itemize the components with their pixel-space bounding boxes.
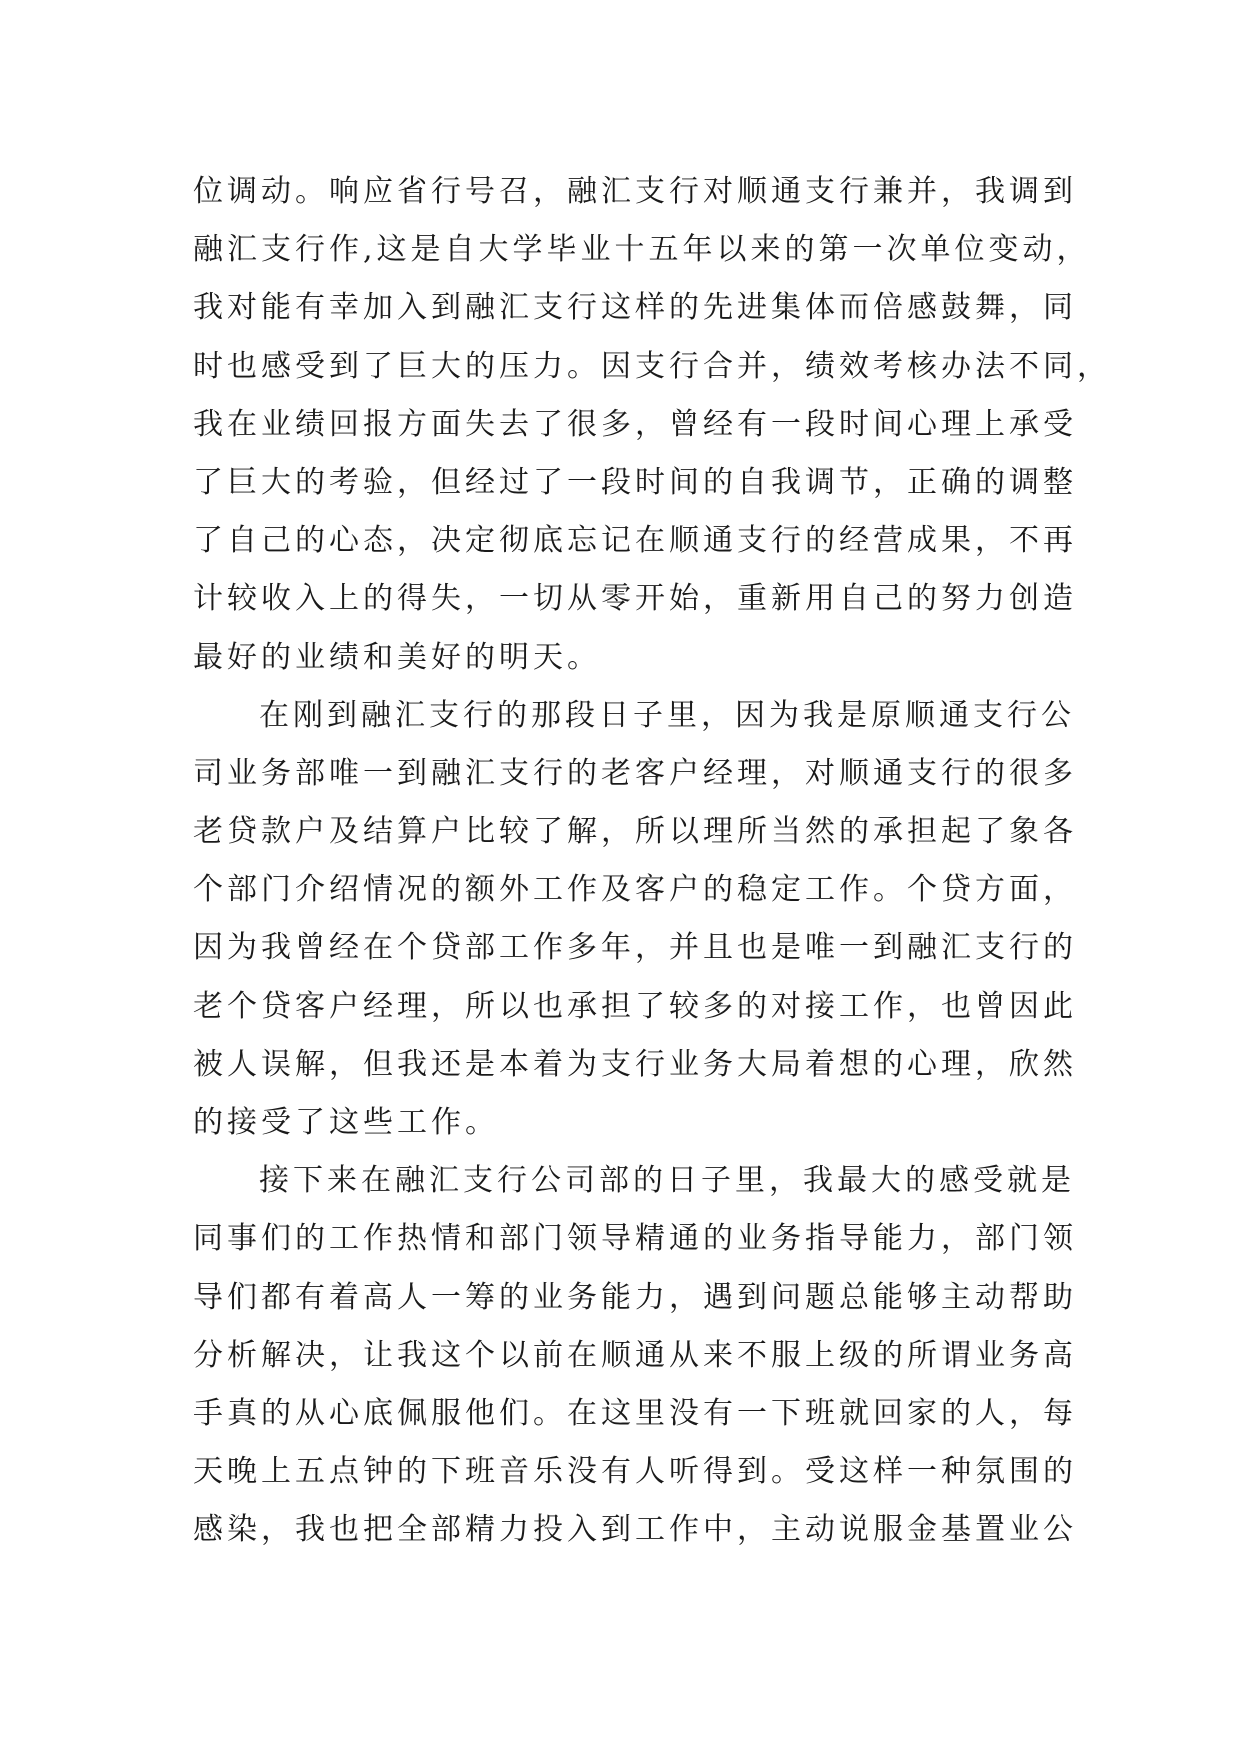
text-line: 的接受了这些工作。	[193, 1105, 499, 1140]
text-line: 感染，我也把全部精力投入到工作中，主动说服金基置业公	[193, 1512, 1077, 1548]
text-line: 我对能有幸加入到融汇支行这样的先进集体而倍感鼓舞，同	[193, 290, 1077, 326]
text-line: 司业务部唯一到融汇支行的老客户经理，对顺通支行的很多	[193, 755, 1077, 791]
text-line: 时也感受到了巨大的压力。因支行合并，绩效考核办法不同，	[193, 348, 1111, 384]
text-line: 了巨大的考验，但经过了一段时间的自我调节，正确的调整	[193, 464, 1077, 500]
text-line: 老贷款户及结算户比较了解，所以理所当然的承担起了象各	[193, 814, 1077, 850]
text-line: 老个贷客户经理，所以也承担了较多的对接工作，也曾因此	[193, 988, 1077, 1024]
text-line: 我在业绩回报方面失去了很多，曾经有一段时间心理上承受	[193, 406, 1077, 442]
text-line: 位调动。响应省行号召，融汇支行对顺通支行兼并，我调到	[193, 174, 1077, 209]
text-line: 导们都有着高人一筹的业务能力，遇到问题总能够主动帮助	[193, 1279, 1077, 1315]
text-line: 分析解决，让我这个以前在顺通从来不服上级的所谓业务高	[193, 1337, 1077, 1373]
paragraph-start-line: 接下来在融汇支行公司部的日子里，我最大的感受就是	[259, 1163, 1075, 1199]
document-body	[193, 163, 1111, 1560]
text-line: 手真的从心底佩服他们。在这里没有一下班就回家的人，每	[193, 1395, 1077, 1431]
text-line: 被人误解，但我还是本着为支行业务大局着想的心理，欣然	[193, 1046, 1077, 1082]
text-line: 融汇支行作,这是自大学毕业十五年以来的第一次单位变动，	[193, 232, 1091, 268]
text-line: 同事们的工作热情和部门领导精通的业务指导能力，部门领	[193, 1221, 1077, 1257]
text-line: 天晚上五点钟的下班音乐没有人听得到。受这样一种氛围的	[193, 1454, 1077, 1490]
text-line: 计较收入上的得失，一切从零开始，重新用自己的努力创造	[193, 581, 1077, 617]
text-line: 最好的业绩和美好的明天。	[193, 639, 601, 675]
text-line: 因为我曾经在个贷部工作多年，并且也是唯一到融汇支行的	[193, 930, 1077, 966]
text-line: 了自己的心态，决定彻底忘记在顺通支行的经营成果，不再	[193, 523, 1077, 559]
paragraph-start-line: 在刚到融汇支行的那段日子里，因为我是原顺通支行公	[259, 697, 1075, 733]
text-line: 个部门介绍情况的额外工作及客户的稳定工作。个贷方面，	[193, 872, 1077, 908]
